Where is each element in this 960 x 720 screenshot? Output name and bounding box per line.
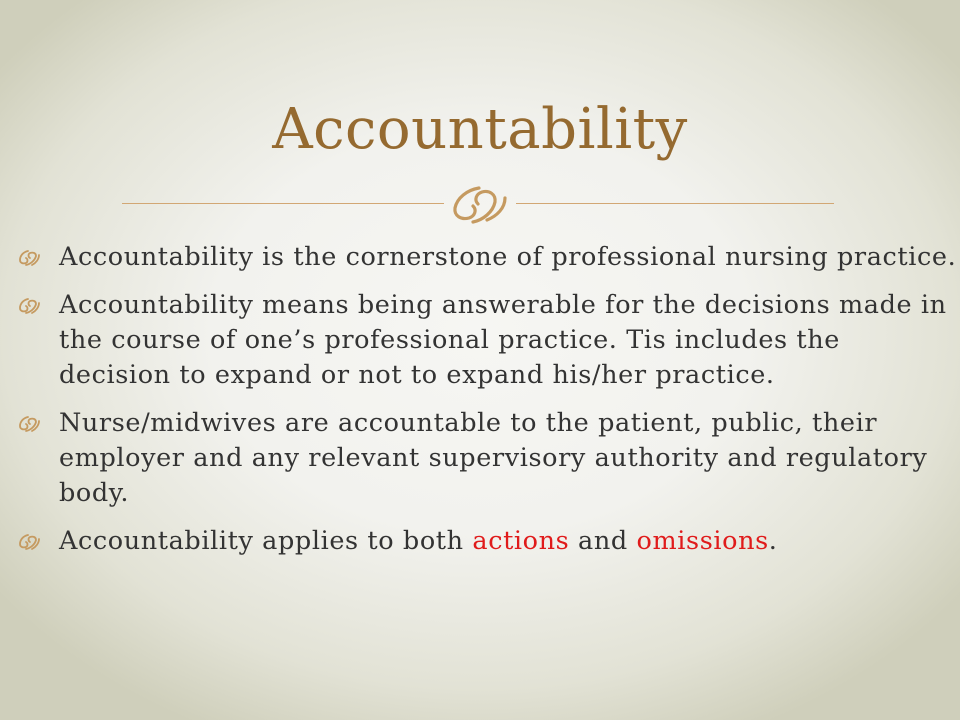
bullet-item: [18, 406, 958, 511]
title-divider-right: [516, 203, 834, 204]
bullet-text: Nurse/midwives are accountable to the patient, public, their employer and any relevant supervisory authority and regulatory body.: [59, 408, 928, 508]
bullet-text-middle: and: [569, 526, 637, 556]
bullet-text: Accountability is the cornerstone of professional nursing practice.: [59, 242, 957, 272]
bullet-item: [18, 240, 958, 275]
bullet-text: Accountability means being answerable for the decisions made in the course of one’s professional practice. Tis includes the decision to expand or not to expand his/her practice.: [59, 290, 947, 390]
leaf-bullet-icon: [18, 415, 40, 433]
bullet-item: [18, 288, 958, 393]
bullet-list: [18, 240, 958, 572]
leaf-bullet-icon: [18, 533, 40, 551]
slide-title: Accountability: [272, 97, 688, 162]
leaf-bullet-icon: [18, 297, 40, 315]
bullet-text-prefix: Accountability applies to both: [59, 526, 473, 556]
leaf-bullet-icon: [18, 249, 40, 267]
bullet-text-suffix: .: [768, 526, 778, 556]
double-swash-ornament-icon: [449, 182, 511, 226]
highlight-actions: actions: [472, 526, 570, 556]
title-divider-left: [122, 203, 444, 204]
bullet-item: [18, 524, 958, 559]
highlight-omissions: omissions: [636, 526, 769, 556]
